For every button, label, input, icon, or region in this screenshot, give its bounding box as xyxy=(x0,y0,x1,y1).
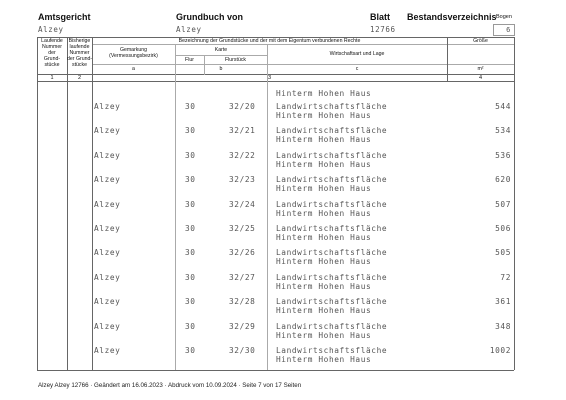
wirtschaftsart-cell: Landwirtschaftsfläche xyxy=(276,248,388,258)
size-cell: 620 xyxy=(495,175,511,185)
sub-c-label: c xyxy=(355,66,359,72)
size-cell: 536 xyxy=(495,150,511,160)
lage-cell: Hinterm Hohen Haus xyxy=(276,330,372,340)
flurstueck-cell: 32/25 xyxy=(229,224,256,233)
karte-header: Karte xyxy=(214,47,228,53)
gemarkung-cell: Alzey xyxy=(94,224,121,233)
wirtschaftsart-cell: Landwirtschaftsfläche xyxy=(276,224,388,233)
flurstueck-cell: 32/22 xyxy=(229,150,256,160)
colnum-1: 1 xyxy=(50,75,54,81)
gemarkung-cell: Alzey xyxy=(94,321,121,331)
flur-cell: 30 xyxy=(185,126,196,136)
wirtschaftsart-cell: Landwirtschaftsfläche xyxy=(276,175,388,185)
size-cell: 361 xyxy=(495,297,511,307)
col2-border xyxy=(92,37,93,370)
lage-cell: Hinterm Hohen Haus xyxy=(276,184,372,194)
flurstueck-cell: 32/23 xyxy=(229,175,256,185)
flur-cell: 30 xyxy=(185,272,196,282)
unit-label: m² xyxy=(477,66,484,72)
gemarkung-cell: Alzey xyxy=(94,199,121,209)
size-cell: 72 xyxy=(500,272,511,282)
karte-wirtschaftsart-divider xyxy=(267,44,268,370)
bogen-value: 6 xyxy=(506,26,511,34)
wirtschaftsart-cell: Landwirtschaftsfläche xyxy=(276,272,388,282)
colnum-2: 2 xyxy=(77,75,82,81)
flur-cell: 30 xyxy=(185,224,196,233)
size-cell: 1002 xyxy=(489,346,511,355)
karte-underline xyxy=(175,55,267,56)
table-right-border xyxy=(514,37,515,370)
lage-cell: Hinterm Hohen Haus xyxy=(276,111,372,120)
size-cell: 506 xyxy=(495,224,511,233)
sub-a-label: a xyxy=(132,66,135,72)
lage-cell: Hinterm Hohen Haus xyxy=(276,208,372,218)
gemarkung-flur-divider xyxy=(175,44,176,370)
colnum-bottom-border xyxy=(37,81,514,82)
size-cell: 534 xyxy=(495,126,511,136)
col1-border xyxy=(67,37,68,370)
wirtschaftsart-cell: Landwirtschaftsfläche xyxy=(276,199,388,209)
flurstueck-header: Flurstück xyxy=(224,57,247,63)
gemarkung-cell: Alzey xyxy=(94,297,121,307)
flur-cell: 30 xyxy=(185,199,196,209)
colnum-3: 3 xyxy=(267,75,272,81)
wirtschaftsart-cell: Landwirtschaftsfläche xyxy=(276,321,388,331)
gemarkung-cell: Alzey xyxy=(94,175,121,185)
flurstueck-cell: 32/29 xyxy=(229,321,256,331)
groesse-header: Größe xyxy=(473,38,488,44)
flurstueck-cell: 32/30 xyxy=(229,346,256,355)
table-left-border xyxy=(37,37,38,370)
gemarkung-cell: Alzey xyxy=(94,272,121,282)
flurstueck-cell: 32/26 xyxy=(229,248,256,258)
flur-cell: 30 xyxy=(185,175,196,185)
lage-cell: Hinterm Hohen Haus xyxy=(276,233,372,242)
gemarkung-cell: Alzey xyxy=(94,248,121,258)
flur-cell: 30 xyxy=(185,321,196,331)
flurstueck-cell: 32/28 xyxy=(229,297,256,307)
gemarkung-cell: Alzey xyxy=(94,102,121,111)
size-cell: 507 xyxy=(495,199,511,209)
page-footer: Alzey Alzey 12766 · Geändert am 16.06.2023 · Abdruck vom 10.09.2024 · Seite 7 von 17 Seiten xyxy=(38,382,302,389)
continuation-line: Hinterm Hohen Haus xyxy=(276,89,372,98)
flur-cell: 30 xyxy=(185,248,196,258)
flur-cell: 30 xyxy=(185,102,196,111)
subletter-topline xyxy=(92,64,514,65)
bogen-box xyxy=(493,24,515,36)
size-cell: 544 xyxy=(495,102,511,111)
gemarkung-header: Gemarkung (Vermessungsbezirk) xyxy=(109,47,158,59)
size-cell: 348 xyxy=(495,321,511,331)
grundbuch-value: Alzey xyxy=(176,25,202,34)
flurstueck-cell: 32/27 xyxy=(229,272,256,282)
lage-cell: Hinterm Hohen Haus xyxy=(276,135,372,145)
sub-b-label: b xyxy=(219,66,223,72)
flur-cell: 30 xyxy=(185,346,196,355)
maintitle-underline xyxy=(92,44,447,45)
lage-cell: Hinterm Hohen Haus xyxy=(276,355,372,364)
main-title-header: Bezeichnung der Grundstücke und der mit dem Eigentum verbundenen Rechte xyxy=(178,38,361,44)
gemarkung-cell: Alzey xyxy=(94,150,121,160)
table-bottom-border xyxy=(37,370,514,371)
bogen-label: Bogen xyxy=(496,14,512,20)
flurstueck-cell: 32/20 xyxy=(229,102,256,111)
wirtschaftsart-cell: Landwirtschaftsfläche xyxy=(276,297,388,307)
size-cell: 505 xyxy=(495,248,511,258)
amtsgericht-value: Alzey xyxy=(38,25,64,34)
section-title: Bestandsverzeichnis xyxy=(407,12,497,22)
flur-header: Flur xyxy=(185,57,194,63)
gemarkung-cell: Alzey xyxy=(94,126,121,136)
flurstueck-cell: 32/21 xyxy=(229,126,256,136)
gemarkung-cell: Alzey xyxy=(94,346,121,355)
flurstueck-cell: 32/24 xyxy=(229,199,256,209)
wirtschaftsart-cell: Landwirtschaftsfläche xyxy=(276,126,388,136)
flur-cell: 30 xyxy=(185,297,196,307)
amtsgericht-label: Amtsgericht xyxy=(38,12,91,22)
wirtschaftsart-header: Wirtschaftsart und Lage xyxy=(329,51,385,57)
lage-cell: Hinterm Hohen Haus xyxy=(276,159,372,169)
grundbuch-label: Grundbuch von xyxy=(176,12,243,22)
colnum-4: 4 xyxy=(478,75,483,81)
wirtschaftsart-cell: Landwirtschaftsfläche xyxy=(276,102,388,111)
lage-cell: Hinterm Hohen Haus xyxy=(276,306,372,316)
wirtschaftsart-cell: Landwirtschaftsfläche xyxy=(276,150,388,160)
wirtschaftsart-cell: Landwirtschaftsfläche xyxy=(276,346,388,355)
lage-cell: Hinterm Hohen Haus xyxy=(276,281,372,291)
col1-header: Laufende Nummer der Grund- stücke xyxy=(41,38,63,68)
flur-cell: 30 xyxy=(185,150,196,160)
col2-header: Bisherige laufende Nummer der Grund- stücke xyxy=(67,38,93,68)
blatt-label: Blatt xyxy=(370,12,390,22)
groesse-underline xyxy=(447,44,514,45)
lage-cell: Hinterm Hohen Haus xyxy=(276,257,372,267)
blatt-value: 12766 xyxy=(370,25,396,34)
